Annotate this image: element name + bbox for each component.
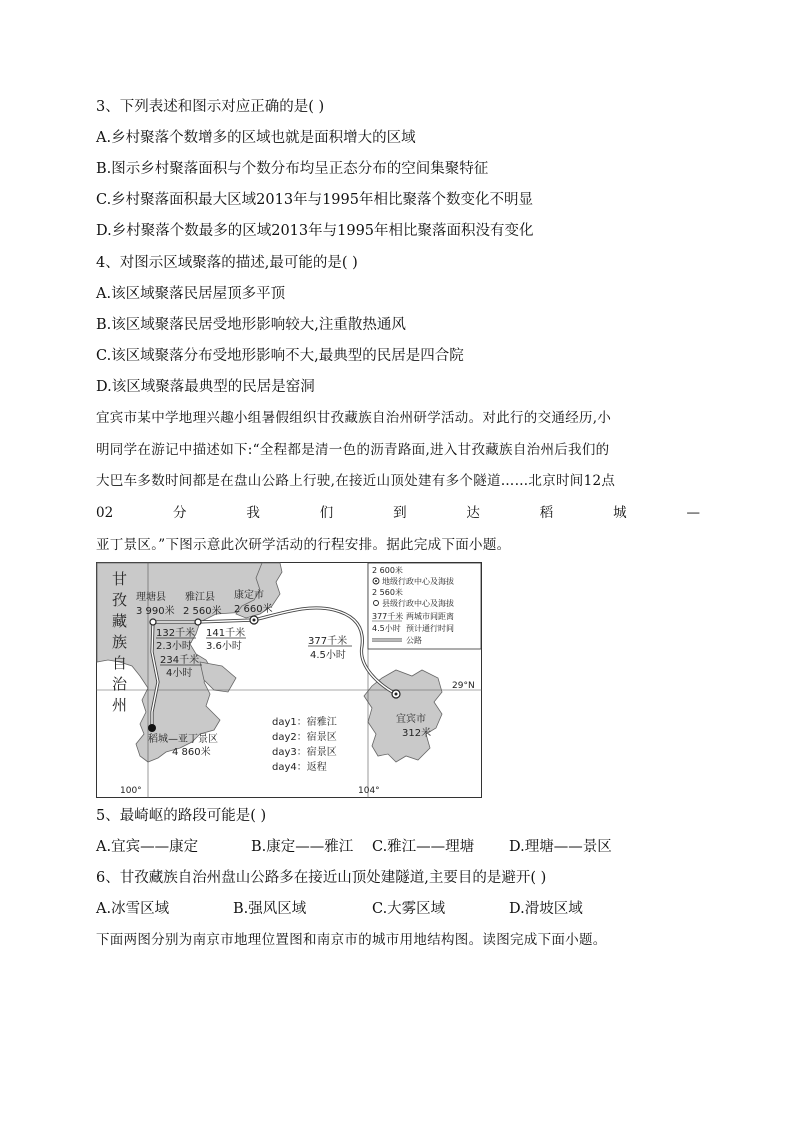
q6-option-b: B.强风区域 <box>233 901 307 917</box>
daocheng-alt: 4 860米 <box>172 747 211 758</box>
q4-stem: 4、对图示区域聚落的描述,最可能的是( ) <box>96 255 358 271</box>
passage-word: 达 <box>466 505 480 521</box>
legend-item-2: 县级行政中心及海拔 <box>382 599 454 608</box>
legend-alt-1: 2 600米 <box>372 566 403 575</box>
legend-time: 4.5小时 <box>372 624 401 633</box>
seg-litang-daocheng-dist: 234千米 <box>160 655 200 666</box>
passage-line-5: 亚丁景区。”下图示意此次研学活动的行程安排。据此完成下面小题。 <box>96 537 511 553</box>
q6-options <box>96 899 700 919</box>
itinerary-day: day2：宿景区 <box>272 732 337 743</box>
q4-option-c: C.该区域聚落分布受地形影响不大,最典型的民居是四合院 <box>96 348 464 364</box>
q5-option-a: A.宜宾——康定 <box>96 839 199 855</box>
itinerary-day: day4：返程 <box>272 762 327 773</box>
kangding-alt: 2 660米 <box>234 604 273 615</box>
q5-option-c: C.雅江——理塘 <box>372 839 475 855</box>
q6-option-c: C.大雾区域 <box>372 901 446 917</box>
seg-kangding-yibin-time: 4.5小时 <box>310 650 346 661</box>
passage-line-2: 明同学在游记中描述如下:“全程都是清一色的沥青路面,进入甘孜藏族自治州后我们的 <box>96 442 610 458</box>
kangding-name: 康定市 <box>234 590 264 601</box>
q6-stem: 6、甘孜藏族自治州盘山公路多在接近山顶处建隧道,主要目的是避开( ) <box>96 870 547 886</box>
longitude-left-label: 100° <box>120 786 142 796</box>
yibin-name: 宜宾市 <box>396 714 426 725</box>
passage-line-4 <box>96 503 700 523</box>
q3-option-a: A.乡村聚落个数增多的区域也就是面积增大的区域 <box>96 130 416 146</box>
daocheng-name: 稻城—亚丁景区 <box>148 734 218 745</box>
yajiang-alt: 2 560米 <box>183 606 222 617</box>
litang-marker <box>150 619 156 625</box>
legend-item-4: 预计通行时间 <box>406 624 454 633</box>
legend-item-1: 地级行政中心及海拔 <box>382 577 454 586</box>
itinerary-day: day1：宿雅江 <box>272 717 337 728</box>
q3-option-c: C.乡村聚落面积最大区域2013年与1995年相比聚落个数变化不明显 <box>96 192 533 208</box>
map-legend <box>368 563 481 649</box>
seg-yajiang-kangding-dist: 141千米 <box>206 628 246 639</box>
region-char: 族 <box>112 633 128 651</box>
passage-word: 到 <box>393 505 407 521</box>
region-char: 州 <box>112 696 128 714</box>
route-map <box>96 562 482 798</box>
passage-word: 城 <box>613 505 627 521</box>
passage-word: 们 <box>319 505 334 521</box>
q3-option-d: D.乡村聚落个数最多的区域2013年与1995年相比聚落面积没有变化 <box>96 223 534 239</box>
legend-item-5: 公路 <box>406 636 422 645</box>
passage-line-3: 大巴车多数时间都是在盘山公路上行驶,在接近山顶处建有多个隧道……北京时间12点 <box>96 473 616 489</box>
region-char: 治 <box>112 675 128 693</box>
region-label <box>112 570 128 714</box>
seg-yajiang-kangding-time: 3.6小时 <box>206 641 242 652</box>
passage-word: 我 <box>246 505 260 521</box>
seg-litang-yajiang-time: 2.3小时 <box>156 641 192 652</box>
passage-line-1: 宜宾市某中学地理兴趣小组暑假组织甘孜藏族自治州研学活动。对此行的交通经历,小 <box>96 410 612 426</box>
region-char: 孜 <box>112 591 128 609</box>
q6-option-a: A.冰雪区域 <box>96 901 170 917</box>
q6-option-d: D.滑坡区域 <box>509 901 583 917</box>
region-char: 自 <box>112 654 128 672</box>
region-char: 甘 <box>112 570 128 588</box>
legend-item-3: 两城市间距离 <box>406 612 454 621</box>
legend-alt-2: 2 560米 <box>372 588 403 597</box>
seg-litang-daocheng-time: 4小时 <box>166 668 193 679</box>
litang-name: 理塘县 <box>136 592 166 603</box>
itinerary-day: day3：宿景区 <box>272 747 337 758</box>
yajiang-name: 雅江县 <box>185 592 215 603</box>
passage-word: 02 <box>96 505 114 521</box>
q4-option-b: B.该区域聚落民居受地形影响较大,注重散热通风 <box>96 317 406 333</box>
daocheng-marker <box>148 724 156 732</box>
seg-kangding-yibin-dist: 377千米 <box>308 636 348 647</box>
passage-word: — <box>686 505 700 521</box>
q5-stem: 5、最崎岖的路段可能是( ) <box>96 808 267 824</box>
passage-word: 稻 <box>539 505 554 521</box>
latitude-label: 29°N <box>452 681 475 691</box>
passage-word: 分 <box>173 505 187 521</box>
seg-litang-yajiang-dist: 132千米 <box>156 628 196 639</box>
q4-option-d: D.该区域聚落最典型的民居是窑洞 <box>96 379 315 395</box>
footer-passage: 下面两图分别为南京市地理位置图和南京市的城市用地结构图。读图完成下面小题。 <box>96 932 607 948</box>
q3-option-b: B.图示乡村聚落面积与个数分布均呈正态分布的空间集聚特征 <box>96 161 489 177</box>
q5-option-d: D.理塘——景区 <box>509 839 612 855</box>
yajiang-marker <box>195 619 201 625</box>
region-char: 藏 <box>112 612 128 630</box>
longitude-right-label: 104° <box>358 786 380 796</box>
litang-alt: 3 990米 <box>136 606 175 617</box>
q5-options <box>96 837 700 857</box>
legend-dist: 377千米 <box>372 612 404 621</box>
q5-option-b: B.康定——雅江 <box>251 839 354 855</box>
yibin-alt: 312米 <box>402 728 432 739</box>
q4-option-a: A.该区域聚落民居屋顶多平顶 <box>96 286 286 302</box>
q3-stem: 3、下列表述和图示对应正确的是( ) <box>96 99 325 115</box>
legend-county-icon <box>374 601 379 606</box>
